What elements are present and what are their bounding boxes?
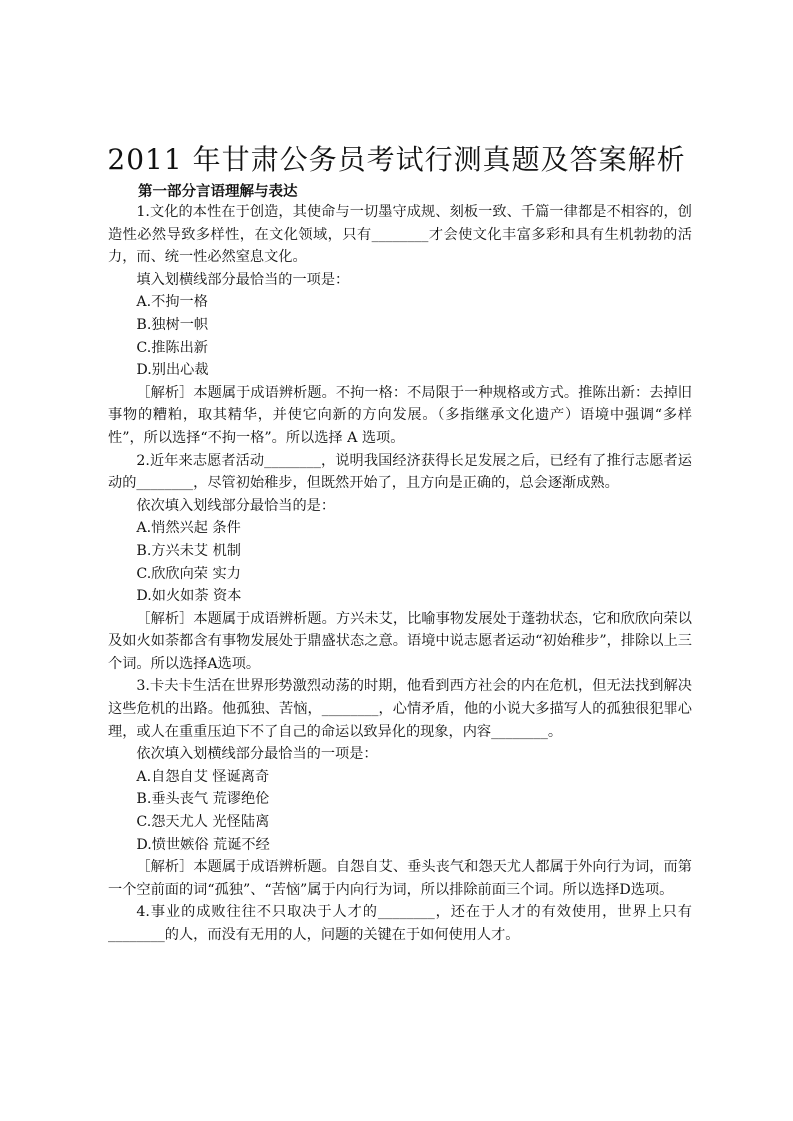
question-3-option-c: C.怨天尤人 光怪陆离 — [136, 814, 270, 831]
question-1-option-d: D.别出心裁 — [136, 362, 209, 379]
question-3-option-d: D.愤世嫉俗 荒诞不经 — [136, 836, 270, 853]
question-1-option-b: B.独树一帜 — [136, 316, 209, 333]
question-3-option-a: A.自怨自艾 怪诞离奇 — [136, 768, 270, 785]
question-3-stem: 3.卡夫卡生活在世界形势激烈动荡的时期，他看到西方社会的内在危机，但无法找到解决这些危机的出路。他孤独、苦恼，________，心情矛盾，他的小说大多描写人的孤独很犯罪心理，或人在重重压迫下不了自己的命运以致异化的现象，内容________。 — [108, 678, 692, 740]
section-heading: 第一部分言语理解与表达 — [138, 183, 298, 200]
question-2-stem: 2.近年来志愿者活动________，说明我国经济获得长足发展之后，已经有了推行志愿者运动的________，尽管初始稚步，但既然开始了，且方向是正确的，总会逐渐成熟。 — [108, 452, 692, 492]
question-1-stem: 1.文化的本性在于创造，其使命与一切墨守成规、刻板一致、千篇一律都是不相容的，创造性必然导致多样性，在文化领域，只有________才会使文化丰富多彩和具有生机勃勃的活力，而、统一性必然窒息文化。 — [108, 204, 692, 266]
question-2-analysis: ［解析］本题属于成语辨析题。方兴未艾，比喻事物发展处于蓬勃状态，它和欣欣向荣以及如火如荼都含有事物发展处于鼎盛状态之意。语境中说志愿者运动“初始稚步”，排除以上三个词。所以选择A选项。 — [108, 610, 692, 672]
question-1-option-a: A.不拘一格 — [136, 294, 208, 311]
question-3-prompt: 依次填入划横线部分最恰当的一项是： — [136, 746, 378, 763]
question-2-prompt: 依次填入划线部分最恰当的是： — [136, 497, 336, 514]
question-3-option-b: B.垂头丧气 荒谬绝伦 — [136, 791, 270, 808]
question-1-prompt: 填入划横线部分最恰当的一项是： — [136, 271, 350, 288]
question-1-option-c: C.推陈出新 — [136, 339, 208, 356]
question-3-analysis: ［解析］本题属于成语辨析题。自怨自艾、垂头丧气和怨天尤人都属于外向行为词，而第一个空前面的词“孤独”、“苦恼”属于内向行为词，所以排除前面三个词。所以选择D选项。 — [108, 859, 692, 898]
question-4-stem: 4.事业的成败往往不只取决于人才的________，还在于人才的有效使用，世界上只有________的人，而没有无用的人，问题的关键在于如何使用人才。 — [108, 904, 692, 943]
question-2-option-c: C.欣欣向荣 实力 — [136, 565, 241, 582]
question-1-analysis: ［解析］本题属于成语辨析题。不拘一格：不局限于一种规格或方式。推陈出新：去掉旧事物的糟粕，取其精华，并使它向新的方向发展。（多指继承文化遗产）语境中强调“多样性”，所以选择“不拘一格”。所以选择 A 选项。 — [108, 384, 692, 446]
question-2-option-a: A.悄然兴起 条件 — [136, 520, 241, 537]
question-2-option-b: B.方兴未艾 机制 — [136, 542, 241, 559]
document-body — [108, 201, 692, 947]
document-title: 2011 年甘肃公务员考试行测真题及答案解析 — [107, 143, 686, 176]
question-2-option-d: D.如火如荼 资本 — [136, 588, 242, 605]
